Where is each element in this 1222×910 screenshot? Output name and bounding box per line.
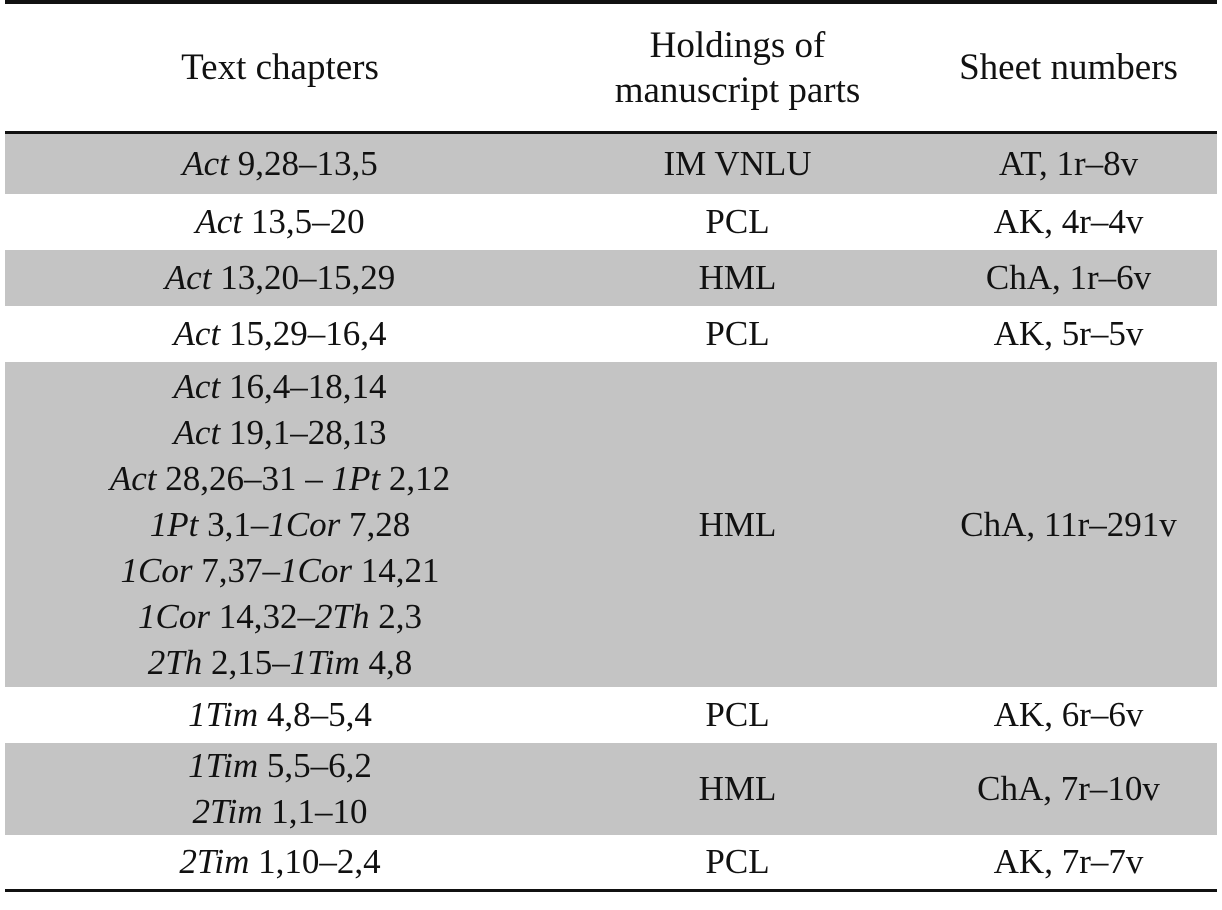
- chapter-range: 16,4–18,14: [220, 366, 387, 406]
- table-bottom-rule: [5, 889, 1217, 892]
- cell-sheet-numbers: AK, 4r–4v: [993, 202, 1144, 241]
- cell-holding: HML: [698, 769, 777, 808]
- header-text-chapters-label: Text chapters: [181, 47, 379, 88]
- cell-holding: PCL: [705, 202, 770, 241]
- cell-holding: HML: [698, 258, 777, 297]
- header-sheet-numbers-label: Sheet numbers: [959, 47, 1178, 88]
- chapter-line: [174, 311, 387, 357]
- chapter-range: 2,15–: [202, 642, 290, 682]
- table-row: [5, 194, 1217, 250]
- book-abbreviation: 1Cor: [138, 596, 210, 636]
- book-abbreviation: 1Tim: [188, 695, 259, 734]
- chapter-range: 4,8–5,4: [258, 695, 372, 734]
- cell-text-chapters: [5, 194, 555, 250]
- chapter-range: 2,3: [369, 596, 422, 636]
- cell-holding: PCL: [705, 314, 770, 353]
- cell-sheet-numbers: AK, 5r–5v: [993, 314, 1144, 353]
- chapter-range: 7,37–: [192, 550, 280, 590]
- chapter-range: 3,1–: [198, 504, 269, 544]
- cell-text-chapters: [5, 743, 555, 835]
- book-abbreviation: 1Cor: [268, 504, 341, 544]
- cell-sheet-numbers: AK, 6r–6v: [993, 695, 1144, 734]
- chapter-range: 15,29–16,4: [220, 314, 387, 353]
- chapter-range: 2,12: [380, 458, 451, 498]
- table-row: [5, 306, 1217, 362]
- table-row: [5, 687, 1217, 743]
- book-abbreviation: Act: [195, 202, 243, 241]
- table-row: [5, 743, 1217, 835]
- chapter-range: 13,5–20: [242, 202, 365, 241]
- chapter-line: [150, 502, 411, 548]
- chapter-range: 5,5–6,2: [258, 746, 372, 785]
- book-abbreviation: Act: [173, 412, 221, 452]
- cell-text-chapters: [5, 687, 555, 743]
- chapter-line: [174, 364, 387, 410]
- table-row: [5, 250, 1217, 306]
- cell-sheet-numbers: AK, 7r–7v: [993, 842, 1144, 881]
- chapter-range: 28,26–31 –: [156, 458, 332, 498]
- chapter-line: [121, 548, 440, 594]
- chapter-range: 1,10–2,4: [249, 842, 381, 881]
- chapter-range: 14,32–: [210, 596, 315, 636]
- chapter-line: [148, 640, 413, 686]
- chapter-line: [192, 789, 367, 835]
- book-abbreviation: 2Tim: [179, 842, 250, 881]
- book-abbreviation: 1Pt: [331, 458, 381, 498]
- chapter-line: [195, 199, 364, 245]
- book-abbreviation: 1Cor: [280, 550, 352, 590]
- book-abbreviation: Act: [164, 258, 212, 297]
- book-abbreviation: 1Cor: [120, 550, 193, 590]
- cell-text-chapters: [5, 306, 555, 362]
- header-sheet-numbers: [920, 4, 1217, 131]
- book-abbreviation: 2Th: [147, 642, 203, 682]
- chapter-range: 19,1–28,13: [220, 412, 387, 452]
- header-holdings-line2: manuscript parts: [614, 69, 861, 111]
- book-abbreviation: Act: [173, 314, 221, 353]
- cell-text-chapters: [5, 250, 555, 306]
- table-row: [5, 835, 1217, 889]
- header-holdings-label: [615, 23, 861, 113]
- chapter-range: 14,21: [351, 550, 440, 590]
- book-abbreviation: 1Tim: [289, 642, 360, 682]
- chapter-line: [179, 839, 380, 885]
- chapter-line: [174, 410, 387, 456]
- cell-text-chapters: [5, 835, 555, 889]
- book-abbreviation: 1Pt: [149, 504, 199, 544]
- book-abbreviation: Act: [109, 458, 157, 498]
- chapter-range: 1,1–10: [262, 792, 368, 831]
- chapter-range: 7,28: [340, 504, 411, 544]
- chapter-line: [188, 743, 372, 789]
- chapter-range: 13,20–15,29: [211, 258, 396, 297]
- table-row: [5, 362, 1217, 687]
- chapter-line: [182, 141, 377, 187]
- cell-sheet-numbers: ChA, 11r–291v: [960, 504, 1177, 544]
- chapter-range: 9,28–13,5: [228, 144, 378, 183]
- cell-holding: IM VNLU: [663, 144, 812, 183]
- cell-text-chapters: [5, 134, 555, 194]
- cell-holding: PCL: [705, 695, 770, 734]
- chapter-line: [165, 255, 395, 301]
- book-abbreviation: Act: [173, 366, 221, 406]
- header-holdings-line1: Holdings of: [649, 24, 826, 66]
- cell-text-chapters: [5, 362, 555, 687]
- header-text-chapters: [5, 4, 555, 131]
- cell-holding: PCL: [705, 842, 770, 881]
- chapter-line: [110, 456, 450, 502]
- cell-sheet-numbers: ChA, 7r–10v: [977, 769, 1160, 808]
- chapter-line: [138, 594, 422, 640]
- book-abbreviation: 2Tim: [192, 792, 263, 831]
- chapter-line: [188, 692, 372, 738]
- book-abbreviation: 2Th: [315, 596, 370, 636]
- cell-sheet-numbers: AT, 1r–8v: [998, 144, 1139, 183]
- book-abbreviation: 1Tim: [188, 746, 259, 785]
- chapter-range: 4,8: [359, 642, 413, 682]
- book-abbreviation: Act: [182, 144, 229, 183]
- cell-holding: HML: [698, 504, 777, 544]
- header-holdings: [555, 4, 920, 131]
- table-row: [5, 134, 1217, 194]
- cell-sheet-numbers: ChA, 1r–6v: [985, 258, 1152, 297]
